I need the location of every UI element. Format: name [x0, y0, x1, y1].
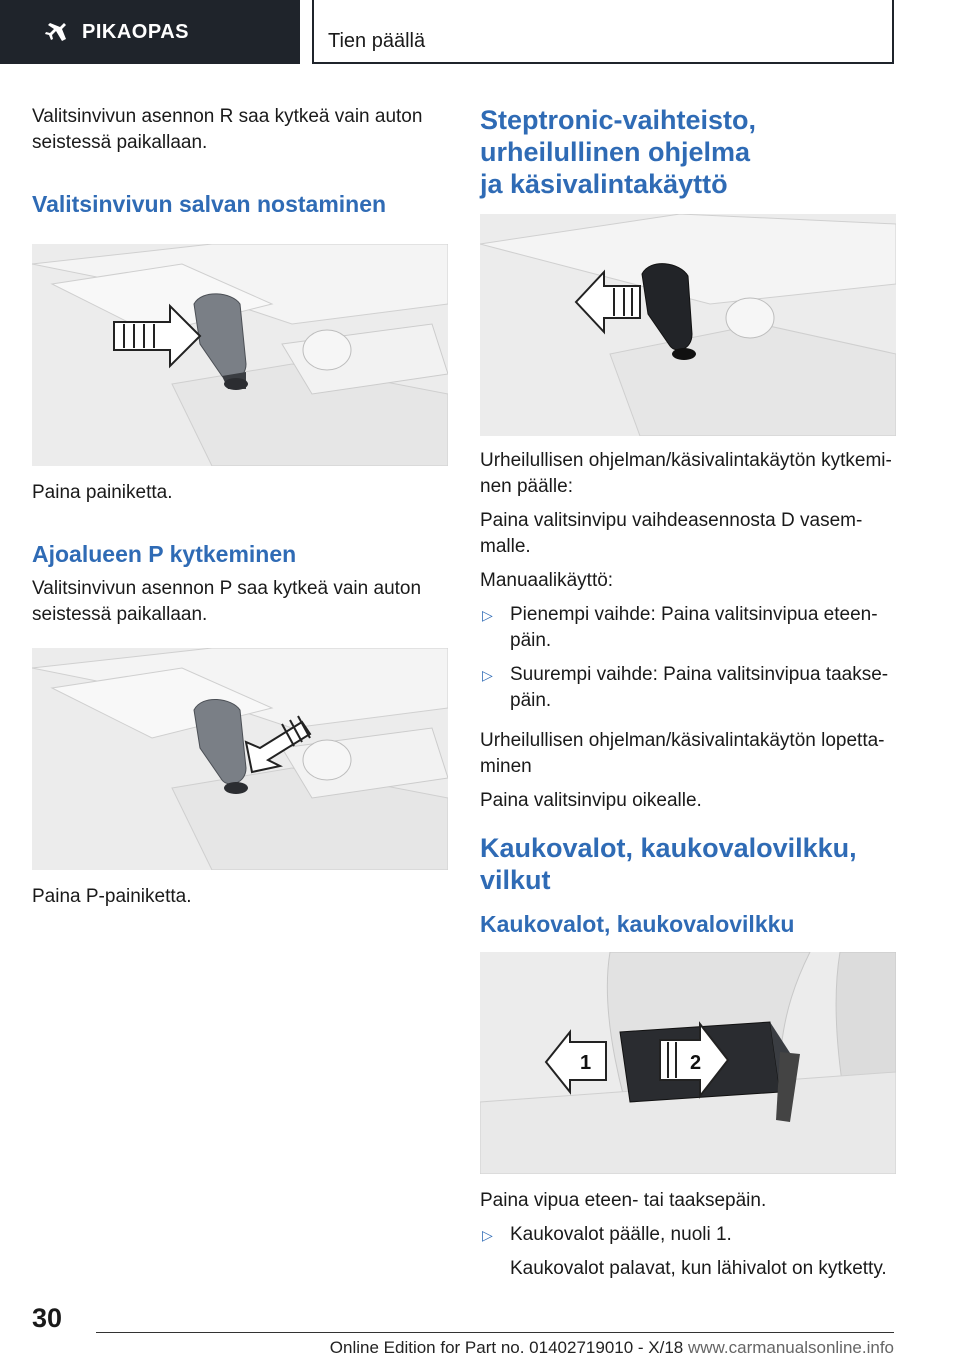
sport-off-action: Paina valitsinvipu oikealle. [480, 790, 702, 811]
footer-divider [96, 1332, 894, 1333]
triangle-bullet-icon: ▷ [482, 667, 493, 683]
page-number: 30 [32, 1303, 63, 1333]
heading-salpa: Valitsinvivun salvan nostaminen [32, 191, 387, 217]
footer-edition: Online Edition for Part no. 01402719010 - X/18 [329, 1338, 684, 1357]
triangle-bullet-icon: ▷ [482, 1227, 493, 1243]
bullet-lower-gear [480, 602, 896, 654]
bullet-higher-gear [480, 662, 896, 714]
sport-on-action: Paina valitsinvipu vaihdeasennosta D vasem-malle. [480, 510, 863, 557]
figure-lights-stalk [480, 952, 896, 1174]
triangle-bullet-icon: ▷ [482, 607, 493, 623]
bullet-text: Pienempi vaihde: Paina valitsinvipua eteen-päin. [510, 604, 878, 651]
heading-lights-sub: Kaukovalot, kaukovalovilkku [480, 911, 795, 937]
caption-p: Paina P-painiketta. [32, 886, 192, 907]
left-column [32, 100, 448, 910]
intro-text: Valitsinvivun asennon R saa kytkeä vain auton seistessä paikallaan. [32, 106, 423, 153]
sport-off-text: Urheilullisen ohjelman/käsivalintakäytön lopetta-minen [480, 730, 885, 777]
lights-note: Kaukovalot palavat, kun lähivalot on kytketty. [510, 1258, 887, 1279]
pin-icon [42, 17, 72, 47]
header-tab [0, 0, 300, 64]
header-tab-label: PIKAOPAS [82, 20, 189, 43]
sport-on-text: Urheilullisen ohjelman/käsivalintakäytön kytkemi-nen päälle: [480, 450, 892, 497]
section-header [312, 0, 894, 64]
caption-salpa: Paina painiketta. [32, 482, 173, 503]
heading-p: Ajoalueen P kytkeminen [32, 541, 297, 567]
manual-label: Manuaalikäyttö: [480, 570, 614, 591]
figure-steptronic [480, 214, 896, 436]
figure-gear-selector-release [32, 244, 448, 466]
arrow-label-1: 1 [580, 1052, 592, 1074]
bullet-text: Suurempi vaihde: Paina valitsinvipua taakse-päin. [510, 664, 889, 711]
bullet-text: Kaukovalot päälle, nuoli 1. [510, 1224, 732, 1245]
heading-lights: Kaukovalot, kaukovalovilkku, vilkut [480, 833, 857, 895]
bullet-high-beam-on [480, 1222, 896, 1248]
caption-lights: Paina vipua eteen- tai taaksepäin. [480, 1190, 767, 1211]
heading-steptronic: Steptronic-vaihteisto, urheilullinen ohjelma ja käsivalintakäyttö [480, 105, 757, 199]
right-column [480, 100, 896, 1282]
section-title: Tien päällä [328, 30, 426, 52]
footer-brand: www.carmanualsonline.info [688, 1338, 894, 1357]
footer [96, 1338, 894, 1358]
figure-gear-selector-p [32, 648, 448, 870]
p-text: Valitsinvivun asennon P saa kytkeä vain auton seistessä paikallaan. [32, 578, 422, 625]
arrow-label-2: 2 [690, 1052, 702, 1074]
